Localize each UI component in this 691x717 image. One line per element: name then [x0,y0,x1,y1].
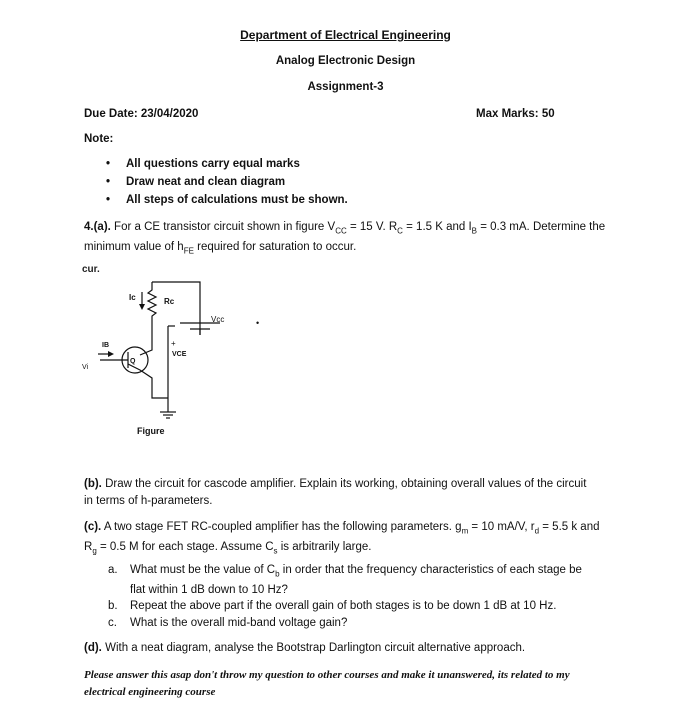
question-4b: (b). Draw the circuit for cascode amplifier. Explain its working, obtaining overall values of the circuit in terms of h-parameters. [84,478,587,507]
question-4d: (d). With a neat diagram, analyse the Bootstrap Darlington circuit alternative approach. [84,642,526,654]
note-item: • Draw neat and clean diagram [106,176,286,188]
note-list [106,158,348,212]
rc-label: Rc [164,297,175,306]
note-item: • All questions carry equal marks [106,158,300,170]
student-note: Please answer this asap don't throw my question to other courses and make it unanswered, its related to my electrical engineering course [84,669,570,698]
question-4c-b: b. Repeat the above part if the overall gain of both stages is to be down 1 dB at 10 Hz. [108,600,557,612]
question-4a: 4.(a). For a CE transistor circuit shown in figure $V_{CC} = 15$ V. $R_C = 1.5$ K and $I_B = 0.3$ mA. Determine the minimum value of $h_{FE}$ required for saturation to occur. [84,221,606,256]
vce-plus: + [171,339,176,348]
ic-label: Ic [129,293,136,302]
note-item: • All steps of calculations must be shown. [106,194,348,206]
vi-label: Vi [82,364,89,371]
assignment-title: Assignment-3 [307,81,384,93]
dot-mark: • [256,318,260,328]
course-title: Analog Electronic Design [275,55,416,67]
vcc-label: Vcc [211,315,225,324]
note-label: Note: [84,133,114,145]
ib-arrow-icon [108,351,114,357]
due-date: Due Date: 23/04/2020 [84,108,199,120]
question-4c-c: c. What is the overall mid-band voltage gain? [108,617,348,629]
q-label: Q [130,358,136,365]
ic-arrow-icon [139,304,145,310]
question-4c-a: a. What must be the value of $C_b$ in order that the frequency characteristics of each stage be flat within 1 dB down to 10 Hz? [108,564,582,597]
ib-label: IB [102,342,109,349]
figure-top-label: cur. [82,264,100,275]
figure-caption: Figure [137,426,165,436]
department-title: Department of Electrical Engineering [240,28,451,42]
vce-label: VCE [172,351,187,358]
max-marks: Max Marks: 50 [476,108,555,120]
rc-resistor [148,282,156,330]
ce-transistor-figure [80,260,280,445]
question-4c: (c). A two stage FET RC-coupled amplifier has the following parameters. $g_m = 10$ mA/V, $r_d = 5.5$ k and $R_g = 0.5$ M for each stage. Assume $C_s$ is arbitrarily large. [84,521,600,556]
